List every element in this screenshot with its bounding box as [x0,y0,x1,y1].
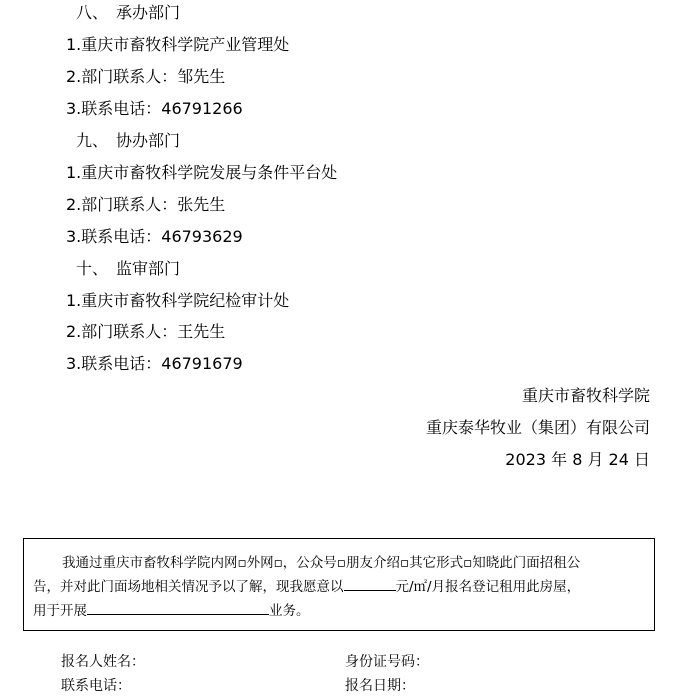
section-9-item-2: 2.部门联系人：张先生 [66,195,226,214]
section-9-item-1: 1.重庆市畜牧科学院发展与条件平台处 [66,163,338,182]
signature-date: 2023 年 8 月 24 日 [505,450,650,469]
section-heading-9: 九、 协办部门 [76,131,181,150]
section-9-item-3: 3.联系电话：46793629 [66,227,243,246]
section-10-item-2: 2.部门联系人：王先生 [66,322,226,341]
section-8-item-1: 1.重庆市畜牧科学院产业管理处 [66,35,290,54]
declaration-line-2: 告，并对此门面场地相关情况予以了解，现我愿意以 元/㎡/月报名登记租用此房屋， [33,575,645,599]
phone-label: 联系电话： [61,678,131,694]
business-blank[interactable] [87,599,269,615]
section-heading-8: 八、 承办部门 [76,3,181,22]
declaration-line-3: 用于开展 业务。 [33,599,645,623]
declaration-box [23,538,655,631]
applicant-name-label: 报名人姓名： [61,654,145,670]
section-10-item-3: 3.联系电话：46791679 [66,354,243,373]
id-number-label: 身份证号码： [345,654,429,670]
declaration-line-1: 我通过重庆市畜牧科学院内网▫外网▫，公众号▫朋友介绍▫其它形式▫知晓此门面招租公 [62,555,581,571]
section-10-item-1: 1.重庆市畜牧科学院纪检审计处 [66,291,290,310]
section-heading-10: 十、 监审部门 [76,259,181,278]
price-blank[interactable] [344,575,396,591]
section-8-item-3: 3.联系电话：46791266 [66,99,243,118]
signature-org-2: 重庆泰华牧业（集团）有限公司 [425,418,650,437]
signature-org-1: 重庆市畜牧科学院 [521,386,650,405]
section-8-item-2: 2.部门联系人：邹先生 [66,67,226,86]
apply-date-label: 报名日期： [345,678,415,694]
